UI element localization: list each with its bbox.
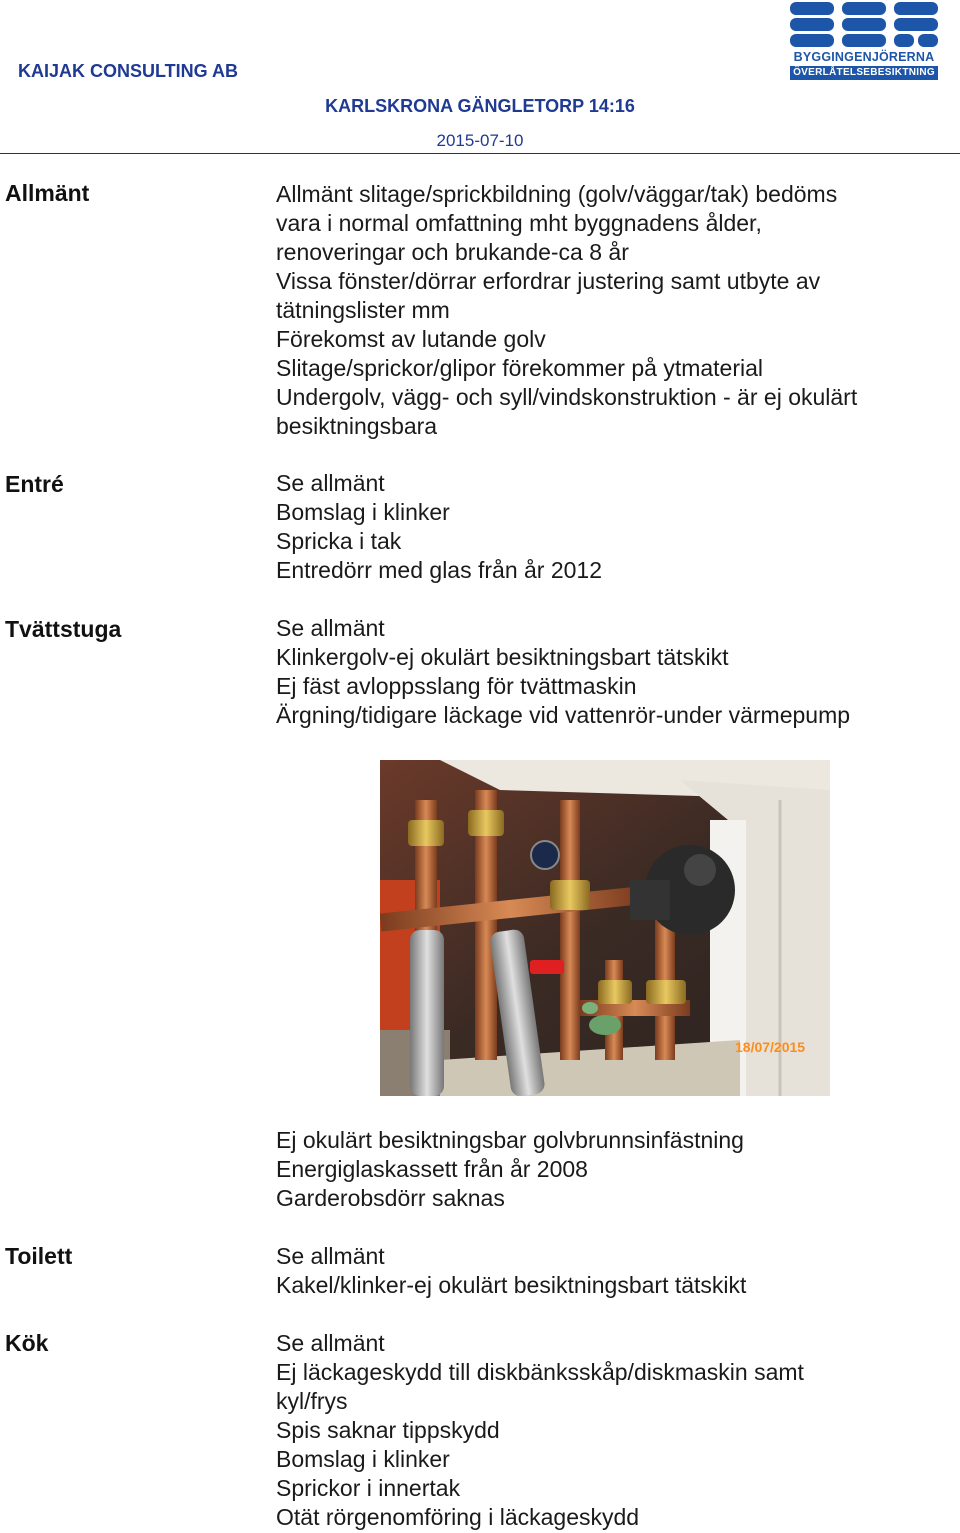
heat-pump-pipes-photo <box>380 760 830 1096</box>
text-line: Otät rörgenomföring i läckageskydd <box>276 1504 640 1530</box>
text-line: Bomslag i klinker <box>276 499 450 525</box>
text-line: Vissa fönster/dörrar erfordrar justering samt utbyte av <box>276 268 821 294</box>
section-text-toilett <box>276 1242 946 1300</box>
text-line: Se allmänt <box>276 1243 385 1269</box>
text-line: vara i normal omfattning mht byggnadens ålder, <box>276 210 762 236</box>
section-label-allmant: Allmänt <box>5 180 90 206</box>
text-line: Se allmänt <box>276 1330 385 1356</box>
text-line: Slitage/sprickor/glipor förekommer på ytmaterial <box>276 355 764 381</box>
section-label-kok: Kök <box>5 1330 49 1356</box>
text-line: Ej fäst avloppsslang för tvättmaskin <box>276 673 637 699</box>
photo-date-stamp: 18/07/2015 <box>735 1039 806 1055</box>
text-line: kyl/frys <box>276 1388 348 1414</box>
company-name: KAIJAK CONSULTING AB <box>18 61 238 81</box>
text-line: renoveringar och brukande-ca 8 år <box>276 239 629 265</box>
text-line: Se allmänt <box>276 470 385 496</box>
section-text-tvattstuga-after <box>276 1126 946 1213</box>
header-divider <box>0 153 960 154</box>
section-label-entre: Entré <box>5 471 64 497</box>
section-label-toilett: Toilett <box>5 1243 73 1269</box>
section-text-entre <box>276 469 946 585</box>
report-date: 2015-07-10 <box>436 131 524 150</box>
logo-text-bottom: ÖVERLÅTELSEBESIKTNING <box>790 66 938 80</box>
text-line: Ej läckageskydd till diskbänksskåp/diskmaskin samt <box>276 1359 804 1385</box>
text-line: Energiglaskassett från år 2008 <box>276 1156 588 1182</box>
text-line: Ärgning/tidigare läckage vid vattenrör-under värmepump <box>276 702 851 728</box>
text-line: Bomslag i klinker <box>276 1446 450 1472</box>
section-text-tvattstuga <box>276 614 946 730</box>
sbr-logo-mark <box>788 2 940 48</box>
text-line: Ej okulärt besiktningsbar golvbrunnsinfästning <box>276 1127 744 1153</box>
logo-text-top: BYGGINGENJÖRERNA <box>793 50 935 64</box>
property-location: KARLSKRONA GÄNGLETORP 14:16 <box>325 96 635 116</box>
section-label-tvattstuga: Tvättstuga <box>5 616 122 642</box>
section-text-allmant <box>276 180 946 441</box>
text-line: besiktningsbara <box>276 413 438 439</box>
text-line: Entredörr med glas från år 2012 <box>276 557 603 583</box>
sbr-logo <box>788 2 940 80</box>
section-text-kok <box>276 1329 946 1532</box>
text-line: Klinkergolv-ej okulärt besiktningsbart tätskikt <box>276 644 729 670</box>
text-line: Sprickor i innertak <box>276 1475 461 1501</box>
text-line: tätningslister mm <box>276 297 450 323</box>
text-line: Se allmänt <box>276 615 385 641</box>
text-line: Undergolv, vägg- och syll/vindskonstruktion - är ej okulärt <box>276 384 858 410</box>
text-line: Spis saknar tippskydd <box>276 1417 500 1443</box>
text-line: Garderobsdörr saknas <box>276 1185 505 1211</box>
text-line: Allmänt slitage/sprickbildning (golv/väggar/tak) bedöms <box>276 181 838 207</box>
text-line: Förekomst av lutande golv <box>276 326 546 352</box>
text-line: Spricka i tak <box>276 528 402 554</box>
text-line: Kakel/klinker-ej okulärt besiktningsbart tätskikt <box>276 1272 747 1298</box>
